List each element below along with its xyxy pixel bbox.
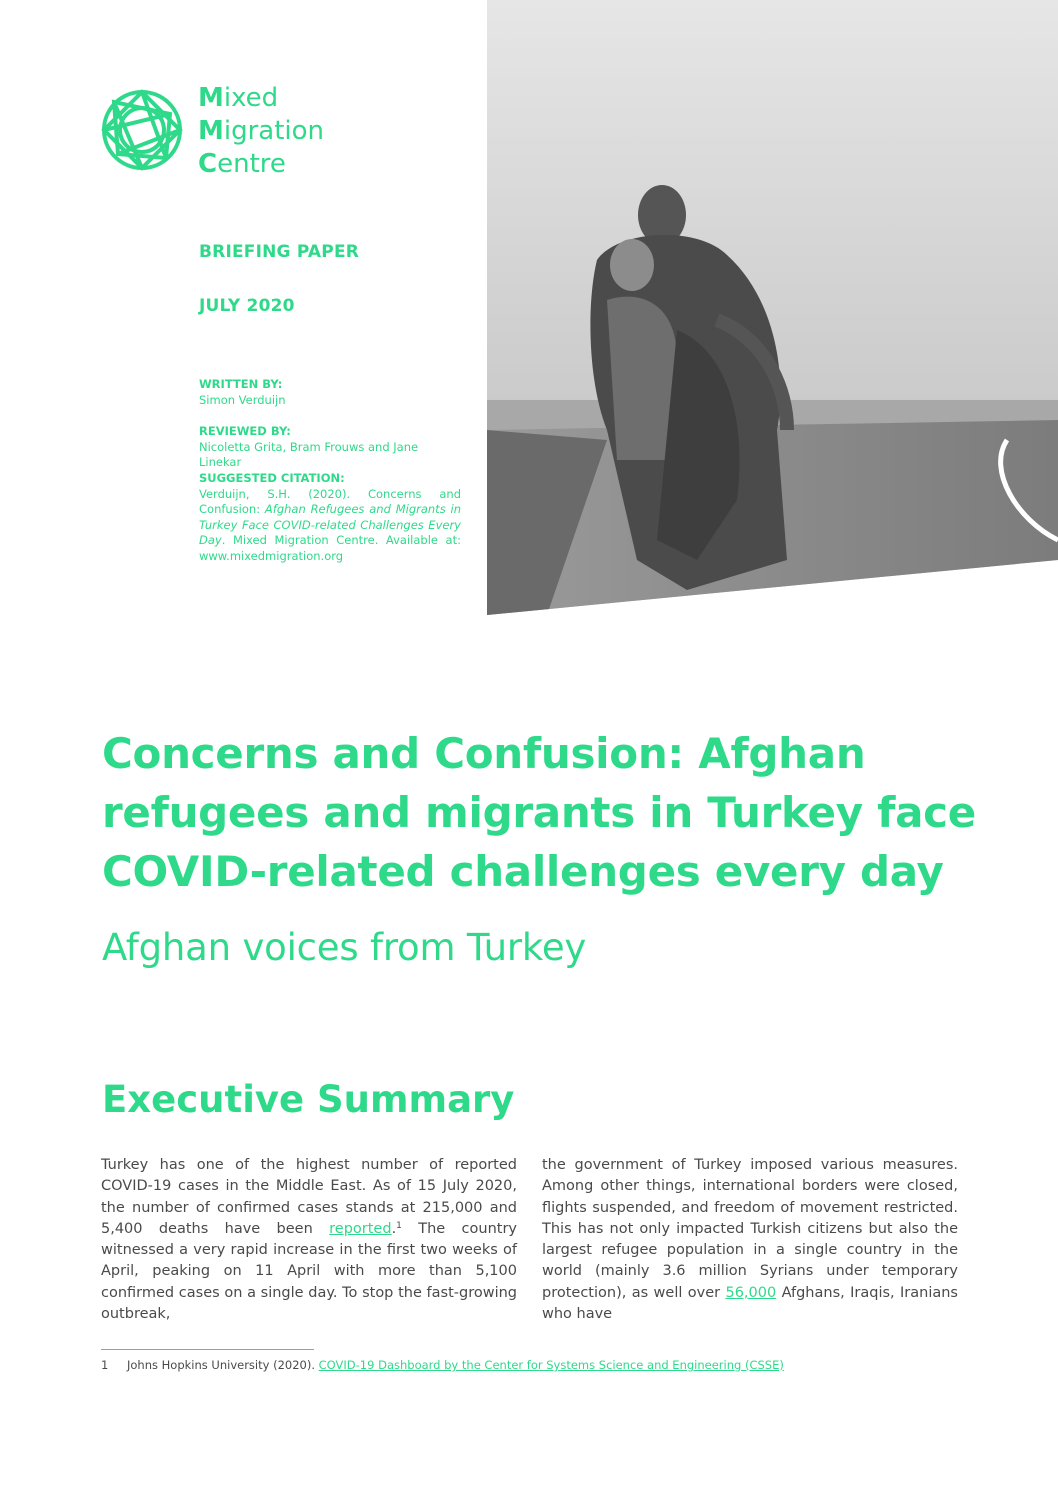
- logo-initial: C: [198, 149, 218, 179]
- logo-mark-icon: [96, 84, 188, 176]
- page-subtitle: Afghan voices from Turkey: [102, 926, 587, 969]
- logo-wordmark: [198, 82, 324, 181]
- citation-suffix[interactable]: . Mixed Migration Centre. Available at: www.mixedmigration.org: [199, 533, 461, 563]
- footnote-text: Johns Hopkins University (2020).: [127, 1358, 319, 1372]
- cover-photo: [487, 0, 1058, 615]
- logo-word: entre: [217, 149, 286, 179]
- logo-initial: M: [198, 83, 224, 113]
- page-title: Concerns and Confusion: Afghan refugees and migrants in Turkey face COVID-related challenges every day: [102, 729, 976, 896]
- summary-column-right: [542, 1155, 958, 1325]
- suggested-citation: [199, 471, 461, 564]
- summary-column-left: Turkey has one of the highest number of reported COVID-19 cases in the Middle East. As of 15 July 2020, the number of confirmed cases stands at 215,000 and 5,400 deaths have been reported.$^1$ The country witnessed a very rapid increase in the first two weeks of April, peaking on 11 April with more than 5,100 confirmed cases on a single day. To stop the fast-growing outbreak,: [101, 1157, 518, 1323]
- reported-link[interactable]: reported: [329, 1220, 392, 1237]
- citation-title: Afghan Refugees and Migrants in Turkey Face COVID-related Challenges Every Day: [199, 502, 461, 547]
- afghans-count-link[interactable]: 56,000: [725, 1284, 777, 1301]
- footnote-link[interactable]: COVID-19 Dashboard by the Center for Systems Science and Engineering (CSSE): [318, 1358, 784, 1372]
- section-heading: Executive Summary: [102, 1078, 515, 1121]
- mmc-logo: [96, 84, 356, 184]
- footnote: [101, 1358, 784, 1372]
- summary-text: The country witnessed a very rapid increase in the first two weeks of April, peaking on 11 April with more than 5,100 confirmed cases on a single day. To stop the fast-growing outbreak,: [101, 1220, 518, 1323]
- footnote-number: 1: [101, 1358, 109, 1372]
- written-by-heading: WRITTEN BY:: [199, 377, 283, 391]
- summary-text: Turkey has one of the highest number of reported COVID-19 cases in the Middle East. As of 15 July 2020, the number of confirmed cases stands at 215,000 and 5,400 deaths have been: [101, 1157, 517, 1237]
- footnote-divider: [101, 1349, 314, 1350]
- written-by: [199, 377, 461, 408]
- logo-word: ixed: [223, 83, 279, 113]
- reviewed-by-value: Nicoletta Grita, Bram Frouws and Jane Linekar: [199, 439, 419, 469]
- summary-text: the government of Turkey imposed various measures. Among other things, international borders were closed, flights suspended, and freedom of movement restricted. This has not only impacted Turkish citizens but also the largest refugee population in a single country in the world (mainly 3.6 million Syrians under temporary protection), as well over: [542, 1157, 958, 1301]
- written-by-value: Simon Verduijn: [199, 392, 286, 407]
- reviewed-by: [199, 424, 461, 471]
- citation-heading: SUGGESTED CITATION:: [199, 471, 345, 485]
- summary-text: Afghans, Iraqis, Iranians who have: [542, 1284, 958, 1323]
- footnote-ref[interactable]: 1: [396, 1220, 402, 1231]
- logo-word: igration: [223, 116, 325, 146]
- paper-type: BRIEFING PAPER: [199, 242, 360, 262]
- logo-initial: M: [198, 116, 224, 146]
- paper-date: JULY 2020: [199, 296, 295, 316]
- reviewed-by-heading: REVIEWED BY:: [199, 424, 291, 438]
- citation-prefix: Verduijn, S.H. (2020). Concerns and Confusion:: [199, 486, 461, 516]
